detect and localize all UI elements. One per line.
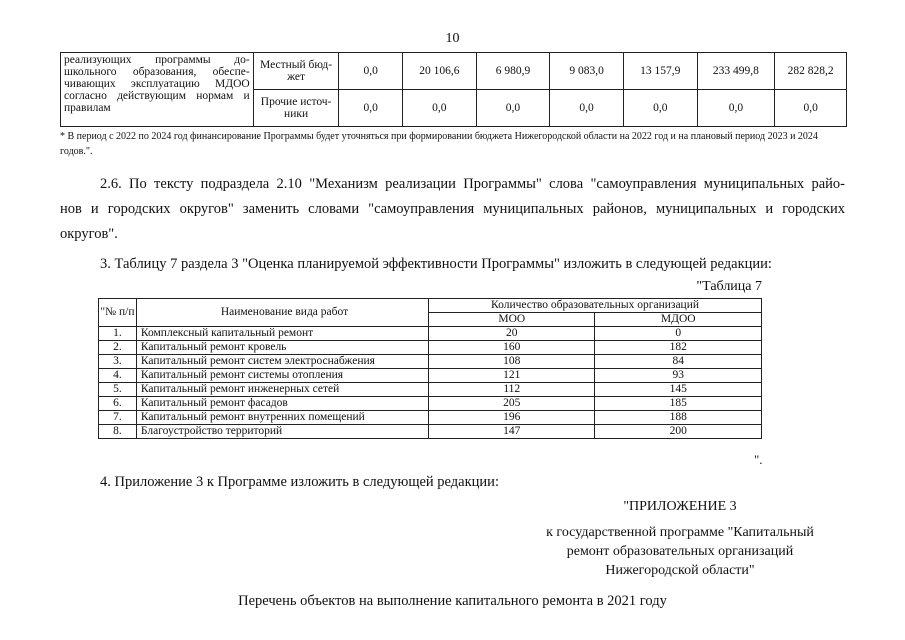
header-work-type: Наименование вида работ xyxy=(136,299,428,327)
appendix-subtitle-line: к государственной программе "Капитальный xyxy=(546,525,814,540)
row-number-cell: 4. xyxy=(99,369,137,383)
value-cell: 0,0 xyxy=(339,53,403,90)
value-cell: 20 106,6 xyxy=(403,53,477,90)
table-header-row xyxy=(99,299,762,313)
moo-count-cell: 147 xyxy=(429,425,595,439)
description-line: чивающих эксплуатацию МДОО xyxy=(64,78,250,90)
value-cell: 0,0 xyxy=(339,90,403,127)
table-row xyxy=(99,327,762,341)
paragraph-line: округов". xyxy=(60,226,118,242)
program-description-cell xyxy=(61,53,254,127)
paragraph-3: 3. Таблицу 7 раздела 3 "Оценка планируемой эффективности Программы" изложить в следующей редакции: xyxy=(100,256,772,272)
value-cell: 13 157,9 xyxy=(623,53,697,90)
table-row xyxy=(99,397,762,411)
description-line: реализующих программы до- xyxy=(64,54,250,66)
value-cell: 0,0 xyxy=(623,90,697,127)
mdoo-count-cell: 200 xyxy=(595,425,762,439)
moo-count-cell: 108 xyxy=(429,355,595,369)
description-line: согласно действующим нормам и xyxy=(64,90,250,102)
list-title: Перечень объектов на выполнение капитального ремонта в 2021 году xyxy=(238,593,667,609)
page-number: 10 xyxy=(445,31,460,46)
row-number-cell: 3. xyxy=(99,355,137,369)
appendix-subtitle xyxy=(520,523,840,580)
table-row xyxy=(99,355,762,369)
value-cell: 0,0 xyxy=(476,90,550,127)
work-type-cell: Комплексный капитальный ремонт xyxy=(136,327,428,341)
paragraph-4: 4. Приложение 3 к Программе изложить в следующей редакции: xyxy=(100,474,499,490)
value-cell: 233 499,8 xyxy=(697,53,775,90)
value-cell: 9 083,0 xyxy=(550,53,624,90)
paragraph-line: 2.6. По тексту подраздела 2.10 "Механизм реализации Программы" слова "самоуправления муниципальных райо- xyxy=(100,176,845,192)
value-cell: 0,0 xyxy=(775,90,847,127)
table-row xyxy=(61,53,847,90)
mdoo-count-cell: 182 xyxy=(595,341,762,355)
work-type-cell: Капитальный ремонт инженерных сетей xyxy=(136,383,428,397)
moo-count-cell: 121 xyxy=(429,369,595,383)
footnote: * В период с 2022 по 2024 год финансирование Программы будет уточняться при формировании бюджета Нижегородской области на 2022 год и на плановый период 2023 и 2024 годов.". xyxy=(60,131,818,157)
value-cell: 0,0 xyxy=(550,90,624,127)
table-caption: "Таблица 7 xyxy=(696,279,762,294)
header-number: "№ п/п xyxy=(99,299,137,327)
row-number-cell: 7. xyxy=(99,411,137,425)
mdoo-count-cell: 84 xyxy=(595,355,762,369)
table-end-mark: ". xyxy=(754,452,763,467)
row-number-cell: 1. xyxy=(99,327,137,341)
value-cell: 6 980,9 xyxy=(476,53,550,90)
moo-count-cell: 112 xyxy=(429,383,595,397)
moo-count-cell: 196 xyxy=(429,411,595,425)
appendix-subtitle-line: Нижегородской области" xyxy=(605,563,755,578)
moo-count-cell: 20 xyxy=(429,327,595,341)
description-line: школьного образования, обеспе- xyxy=(64,66,250,78)
table-row xyxy=(99,341,762,355)
value-cell: 0,0 xyxy=(697,90,775,127)
mdoo-count-cell: 93 xyxy=(595,369,762,383)
mdoo-count-cell: 185 xyxy=(595,397,762,411)
work-type-cell: Капитальный ремонт внутренних помещений xyxy=(136,411,428,425)
moo-count-cell: 160 xyxy=(429,341,595,355)
row-number-cell: 8. xyxy=(99,425,137,439)
row-number-cell: 2. xyxy=(99,341,137,355)
mdoo-count-cell: 188 xyxy=(595,411,762,425)
value-cell: 282 828,2 xyxy=(775,53,847,90)
mdoo-count-cell: 145 xyxy=(595,383,762,397)
mdoo-count-cell: 0 xyxy=(595,327,762,341)
appendix-subtitle-line: ремонт образовательных организаций xyxy=(566,544,794,559)
paragraph-line: нов и городских округов" заменить словами "самоуправления муниципальных районов, муниципальных и городских xyxy=(60,201,845,217)
source-cell: Местный бюд-жет xyxy=(253,53,339,90)
table-row xyxy=(99,383,762,397)
header-moo: МОО xyxy=(429,313,595,327)
appendix-title: "ПРИЛОЖЕНИЕ 3 xyxy=(623,499,737,514)
work-type-cell: Капитальный ремонт систем электроснабжения xyxy=(136,355,428,369)
table-row xyxy=(99,425,762,439)
source-cell: Прочие источ-ники xyxy=(253,90,339,127)
description-line: правилам xyxy=(64,102,111,114)
paragraph-2-6 xyxy=(60,172,845,247)
row-number-cell: 6. xyxy=(99,397,137,411)
table-row xyxy=(99,411,762,425)
table-row xyxy=(99,369,762,383)
table-7 xyxy=(98,298,762,439)
work-type-cell: Благоустройство территорий xyxy=(136,425,428,439)
header-org-count: Количество образовательных организаций xyxy=(429,299,762,313)
row-number-cell: 5. xyxy=(99,383,137,397)
financing-table xyxy=(60,52,847,127)
moo-count-cell: 205 xyxy=(429,397,595,411)
table-7-body xyxy=(99,327,762,439)
work-type-cell: Капитальный ремонт кровель xyxy=(136,341,428,355)
work-type-cell: Капитальный ремонт фасадов xyxy=(136,397,428,411)
work-type-cell: Капитальный ремонт системы отопления xyxy=(136,369,428,383)
header-mdoo: МДОО xyxy=(595,313,762,327)
value-cell: 0,0 xyxy=(403,90,477,127)
